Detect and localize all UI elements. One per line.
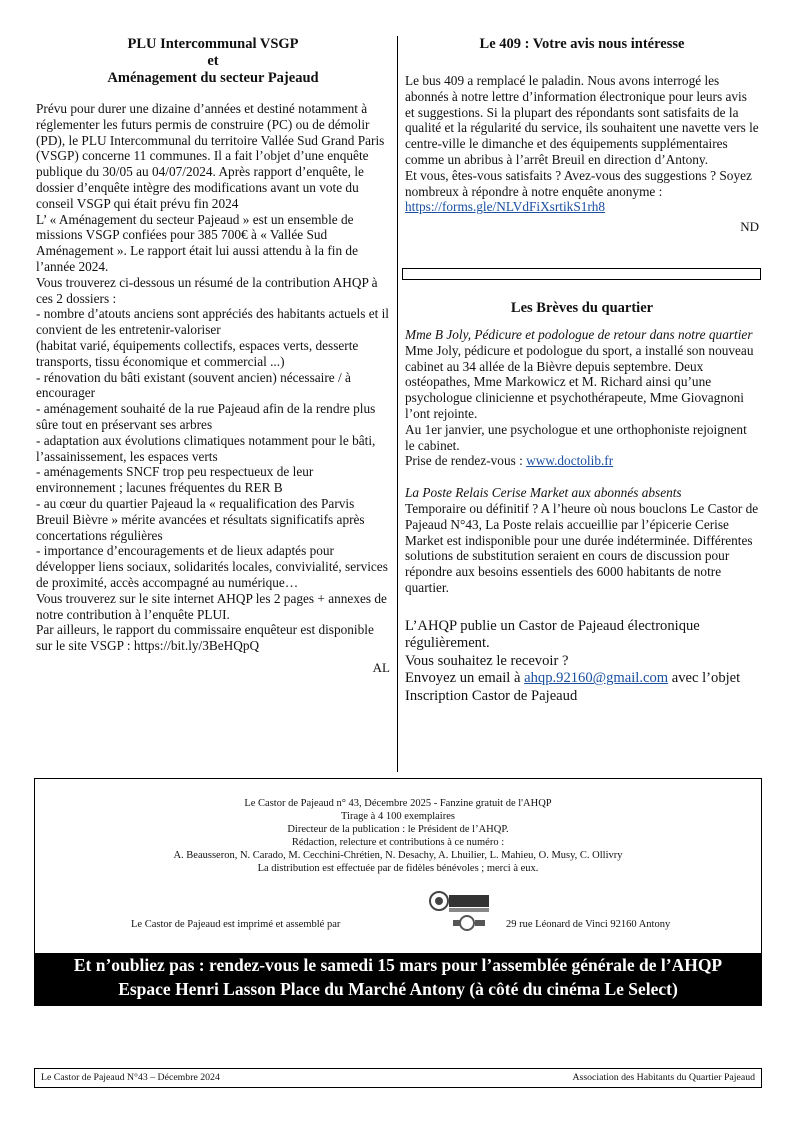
colophon-credits <box>35 797 761 875</box>
left-column <box>36 36 390 676</box>
article-title-line1: PLU Intercommunal VSGP <box>127 36 299 52</box>
bullet-item: - rénovation du bâti existant (souvent ancien) nécessaire / à encourager <box>36 369 351 401</box>
signature-nd: ND <box>740 219 759 235</box>
breve-heading: La Poste Relais Cerise Market aux abonnés absents <box>405 485 682 501</box>
notice-line: avec l’objet Inscription Castor de Pajeaud <box>405 670 741 704</box>
notice-line: Envoyez un email à <box>405 670 525 687</box>
credit-line: A. Beausseron, N. Carado, M. Cecchini-Chrétien, N. Desachy, A. Lhuilier, L. Mahieu, O. Musy, C. Ollivry <box>173 850 623 861</box>
paragraph: Par ailleurs, le rapport du commissaire enquêteur est disponible sur le site VSGP : https://bit.ly/3BeHQpQ <box>36 622 374 654</box>
doctolib-link[interactable]: www.doctolib.fr <box>526 453 614 469</box>
breve-text: Mme Joly, pédicure et podologue du sport, a installé son nouveau cabinet au 34 allée de la Bièvre depuis septembre. Deux ostéopathes, Mme Markowicz et M. Richard ainsi qu’une psychologue clinicienne et psychothérapeute, Mme Giovagnoni l’ont rejointe. <box>405 342 754 421</box>
article-title-line2: et <box>207 53 219 69</box>
right-column <box>405 36 759 235</box>
email-link[interactable]: ahqp.92160@gmail.com <box>524 670 669 687</box>
assembly-banner <box>35 953 761 1005</box>
notice-line: L’AHQP publie un Castor de Pajeaud électronique régulièrement. <box>405 617 700 652</box>
separator-box <box>402 268 761 280</box>
bullet-item: - aménagements SNCF trop peu respectueux de leur environnement ; lacunes fréquentes du RER B <box>36 464 314 496</box>
colophon-box <box>34 778 762 1006</box>
breve-heading: Mme B Joly, Pédicure et podologue de retour dans notre quartier <box>405 327 753 342</box>
bullet-item: - adaptation aux évolutions climatiques notamment pour le bâti, l’assainissement, les espaces verts <box>36 432 376 464</box>
breve-text: Au 1er janvier, une psychologue et une orthophoniste rejoignent le cabinet. <box>405 421 747 453</box>
bullet-item: - au cœur du quartier Pajeaud la « requalification des Parvis Breuil Bièvre » mérite avancées et résultats significatifs après concertations régulières <box>36 495 365 543</box>
printer-logo-icon <box>427 887 491 933</box>
paragraph: Vous trouverez ci-dessous un résumé de la contribution AHQP à ces 2 dossiers : <box>36 274 378 306</box>
bullet-item: - nombre d’atouts anciens sont appréciés des habitants actuels et il convient de les entretenir-valoriser <box>36 306 389 338</box>
article-title-line3: Aménagement du secteur Pajeaud <box>107 70 319 86</box>
notice-line: Vous souhaitez le recevoir ? <box>405 652 569 669</box>
footer-right: Association des Habitants du Quartier Pajeaud <box>572 1072 755 1083</box>
column-divider <box>397 36 398 772</box>
bullet-item: (habitat varié, équipements collectifs, espaces verts, desserte transports, tissu économique et commercial ...) <box>36 337 359 369</box>
credit-line: Le Castor de Pajeaud n° 43, Décembre 2025 - Fanzine gratuit de l'AHQP <box>244 798 552 809</box>
survey-link[interactable]: https://forms.gle/NLVdFiXsrtikS1rh8 <box>405 199 606 215</box>
printed-by: Le Castor de Pajeaud est imprimé et assemblé par <box>131 919 341 930</box>
paragraph: Le bus 409 a remplacé le paladin. Nous avons interrogé les abonnés à notre lettre d’information électronique pour leurs avis et suggestions. Si la plupart des répondants sont satisfaits de la qualité et la régularité du service, ils souhaitent une navette vers le centre-ville le dimanche et des équipements supplémentaires comme un abribus à l’arrêt Breuil en direction d’Antony. <box>405 73 759 167</box>
paragraph: L’ « Aménagement du secteur Pajeaud » est un ensemble de missions VSGP confiées pour 385 700€ à « Vallée Sud Aménagement ». Le rapport était lui aussi attendu à la fin de l’année 2024. <box>36 211 358 274</box>
banner-line: Espace Henri Lasson Place du Marché Antony (à côté du cinéma Le Select) <box>118 979 678 999</box>
bullet-item: - importance d’encouragements et de lieux adaptés pour développer liens sociaux, solidarités locales, convivialité, services de proximité, accès accompagné au numérique… <box>36 543 388 590</box>
credit-line: Rédaction, relecture et contributions à ce numéro : <box>291 837 505 848</box>
rdv-label: Prise de rendez-vous : <box>405 453 527 469</box>
breve-text: Temporaire ou définitif ? A l’heure où nous bouclons Le Castor de Pajeaud N°43, La Poste relais accueillie par l’épicerie Cerise Market est indisponible pour une durée indéterminée. Différentes solutions de substitution seraient en cours de discussion pour répondre aux besoins essentiels des 6000 habitants de notre quartier. <box>405 500 759 595</box>
printer-address: 29 rue Léonard de Vinci 92160 Antony <box>506 919 671 930</box>
breves-section <box>405 300 759 705</box>
page-footer <box>34 1068 762 1088</box>
paragraph: Vous trouverez sur le site internet AHQP les 2 pages + annexes de notre contribution à l’enquête PLUI. <box>36 590 387 622</box>
article-title-409: Le 409 : Votre avis nous intéresse <box>479 36 685 52</box>
banner-line: Et n’oubliez pas : rendez-vous le samedi 15 mars pour l’assemblée générale de l’AHQP <box>73 955 723 975</box>
paragraph: Prévu pour durer une dizaine d’années et destiné notamment à réglementer les futurs permis de construire (PC) ou de démolir (PD), le PLU Intercommunal du territoire Vallée Sud Grand Paris (VSGP) concerne 11 communes. Il a fait l’objet d’une enquête publique du 30/05 au 04/07/2024. Après rapport d’enquête, le dossier d’enquête intègre des modifications avant un vote du conseil VSGP qui était prévu fin 2024 <box>36 101 385 211</box>
breves-title: Les Brèves du quartier <box>510 300 654 316</box>
bullet-item: - aménagement souhaité de la rue Pajeaud afin de la rendre plus sûre tout en préservant ses arbres <box>36 401 376 432</box>
footer-left: Le Castor de Pajeaud N°43 – Décembre 2024 <box>41 1072 220 1083</box>
credit-line: Directeur de la publication : le Président de l’AHQP. <box>287 824 509 835</box>
credit-line: Tirage à 4 100 exemplaires <box>341 811 455 822</box>
paragraph: Et vous, êtes-vous satisfaits ? Avez-vous des suggestions ? Soyez nombreux à répondre à notre enquête anonyme : <box>405 167 752 199</box>
credit-line: La distribution est effectuée par de fidèles bénévoles ; merci à eux. <box>257 863 539 874</box>
signature-al: AL <box>372 659 390 675</box>
